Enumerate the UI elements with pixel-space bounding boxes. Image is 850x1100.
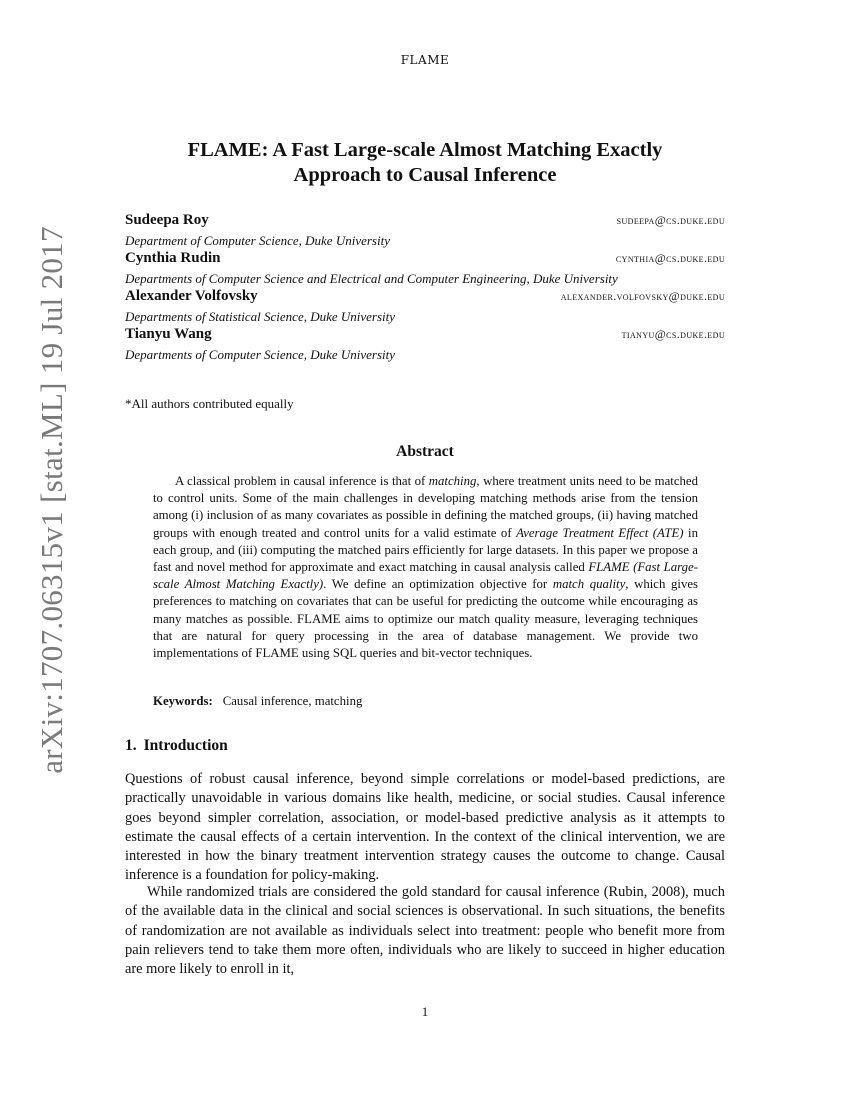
intro-paragraph-2: While randomized trials are considered the gold standard for causal inference (Rubin, 2008), much of the available data in the clinical and social sciences is observational. In such situations, the benefits of randomization are not available as individuals select into treatment: people who benefit more from pain relievers tend to take them more often, individuals who are likely to succeed in higher education are more likely to enroll in it, [125, 884, 725, 978]
keywords-label: Keywords: [153, 694, 213, 708]
section-number: 1. [125, 737, 137, 754]
abstract-text: . We define an optimization objective for [323, 577, 553, 592]
author-email[interactable]: sudeepa@cs.duke.edu [616, 213, 725, 227]
author-name: Cynthia Rudin [125, 250, 221, 266]
author-affiliation: Departments of Computer Science, Duke University [125, 347, 396, 362]
author-email[interactable]: cynthia@cs.duke.edu [615, 251, 725, 265]
keywords-value: Causal inference, matching [222, 694, 363, 708]
abstract-text: , which gives preferences to matching on covariates that can be useful for predicting the outcome while encouraging as many matches as possible. FLAME aims to optimize our match quality measure, leveraging techniques that are natural for query processing in the area of database management. We provide two implementations of FLAME using SQL queries and bit-vector techniques. [153, 577, 699, 661]
abstract-text: , where treatment units need to be matched to control units. Some of the main challenges in developing matching methods arise from the tension among (i) inclusion of as many covariates as possible in defining the matched groups, (ii) having matched groups with enough treated and control units for a valid estimate of [153, 474, 698, 540]
abstract-text: in each group, and (iii) computing the matched pairs efficiently for large datasets. In this paper we propose a fast and novel method for approximate and exact matching in causal analysis called [153, 525, 699, 575]
page-number: 1 [421, 1004, 429, 1019]
author-email[interactable]: tianyu@cs.duke.edu [621, 327, 725, 341]
author-affiliation: Department of Computer Science, Duke University [125, 233, 390, 248]
equal-contribution-note: *All authors contributed equally [125, 396, 294, 411]
author-block-volfovsky [125, 288, 725, 326]
section-heading-introduction [125, 737, 228, 755]
keywords-line [153, 694, 362, 709]
author-name: Alexander Volfovsky [125, 288, 258, 304]
section-title: Introduction [143, 737, 228, 754]
author-email[interactable]: alexander.volfovsky@duke.edu [560, 289, 725, 303]
author-name: Tianyu Wang [125, 326, 212, 342]
abstract-emphasis: match quality [552, 577, 626, 592]
abstract-body [153, 473, 698, 662]
author-name: Sudeepa Roy [125, 212, 209, 228]
author-block-roy [125, 212, 725, 250]
intro-paragraph-1: Questions of robust causal inference, beyond simple correlations or model-based predictions, are practically unavoidable in various domains like health, medicine, or social studies. Causal inference goes beyond simpler correlation, association, or model-based predictive analysis as it attempts to estimate the causal effects of a certain intervention. In the context of the clinical intervention, we are interested in how the binary treatment intervention strategy causes the outcome to change. Causal inference is a foundation for policy-making. [125, 771, 725, 884]
arxiv-identifier-stamp: arXiv:1707.06315v1 [stat.ML] 19 Jul 2017 [34, 226, 69, 774]
abstract-emphasis: FLAME (Fast Large-scale Almost Matching Exactly) [153, 560, 698, 592]
author-affiliation: Departments of Statistical Science, Duke University [125, 309, 396, 324]
abstract-emphasis: matching [428, 474, 477, 488]
title-line-1: FLAME: A Fast Large-scale Almost Matching Exactly [187, 139, 663, 161]
author-block-wang [125, 326, 725, 364]
abstract-heading: Abstract [396, 443, 454, 460]
author-affiliation: Departments of Computer Science and Electrical and Computer Engineering, Duke University [125, 271, 618, 286]
author-block-rudin [125, 250, 725, 288]
abstract-emphasis: Average Treatment Effect (ATE) [516, 525, 684, 540]
title-line-2: Approach to Causal Inference [293, 164, 557, 186]
abstract-text: A classical problem in causal inference is that of [175, 474, 429, 488]
running-head: FLAME [400, 53, 450, 67]
paper-title [120, 138, 730, 188]
